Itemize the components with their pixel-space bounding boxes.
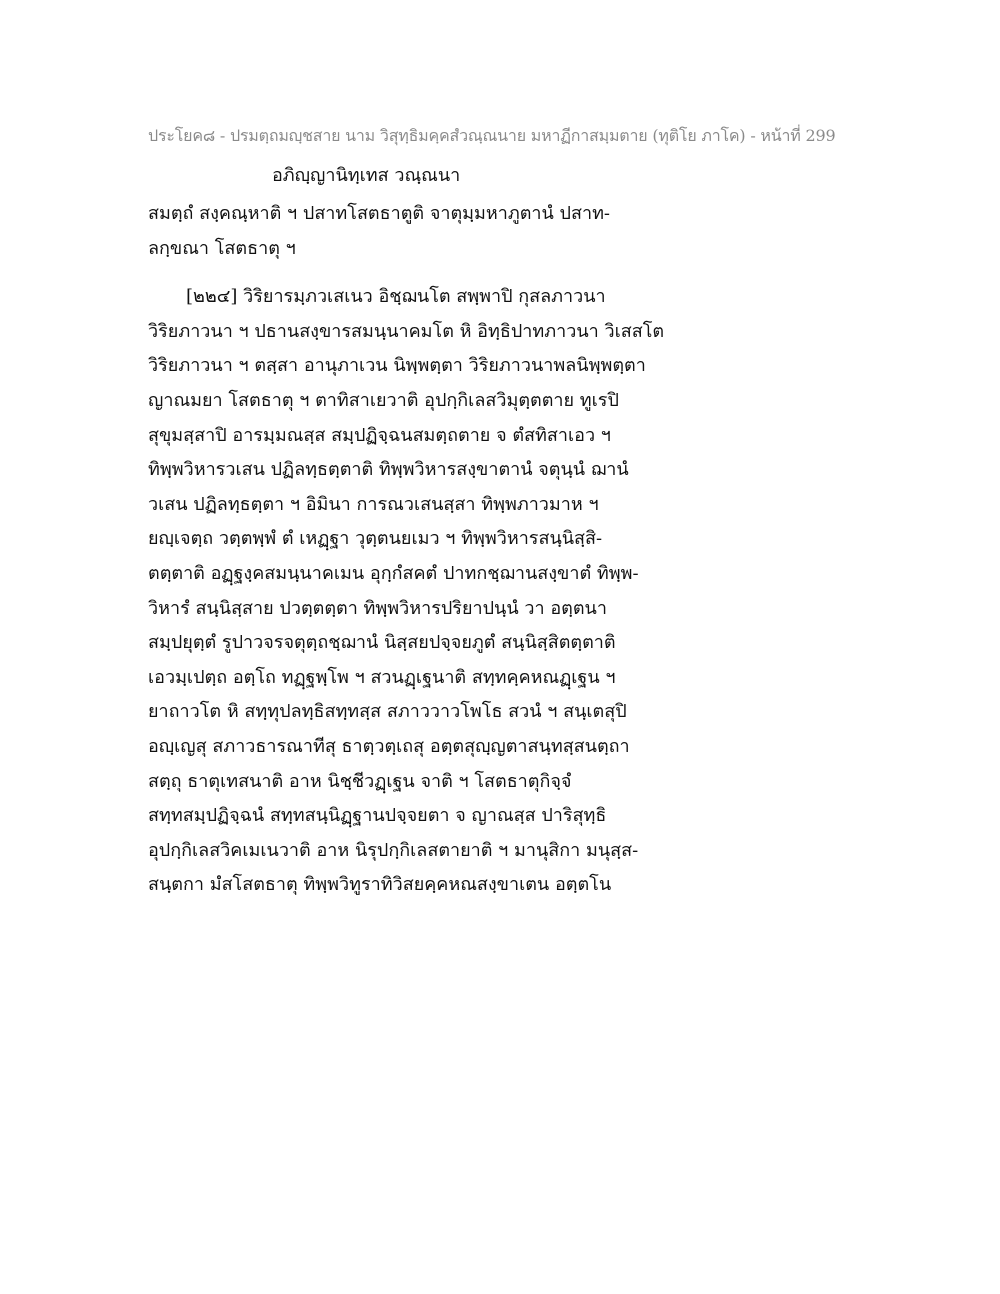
text-line: อญฺเญสุ สภาวธารณาทีสุ ธาตฺวตฺเถสุ อตฺตสุญฺญตาสนฺทสฺสนตฺถา [148,735,630,757]
text-line: ยญฺเจตฺถ วตฺตพฺพํ ตํ เหฏฺฐา วุตฺตนยเมว ฯ ทิพฺพวิหารสนฺนิสฺสิ- [148,528,603,550]
text-line: สทฺทสมฺปฏิจฺฉนํ สทฺทสนฺนิฏฺฐานปจฺจยตา จ ญาณสฺส ปาริสุทฺธิ [148,805,607,827]
text-line: สมตฺถํ สงฺคณฺหาติ ฯ ปสาทโสตธาตูติ จาตุมฺมหาภูตานํ ปสาท- [148,203,611,224]
text-line: วิริยภาวนา ฯ ตสฺสา อานุภาเวน นิพฺพตฺตา วิริยภาวนาพลนิพฺพตฺตา [148,355,646,377]
text-line: เอวมฺเปตฺถ อตฺโถ ทฏฺฐพฺโพ ฯ สวนฏฺเฐนาติ สทฺทคฺคหณฏฺเฐน ฯ [148,666,616,688]
body-text [148,197,868,903]
text-line: [๒๒๔] วิริยารมฺภวเสเนว อิชฺฌนโต สพฺพาปิ กุสลภาวนา [186,286,606,308]
text-line: ตตฺตาติ อฏฺฐงฺคสมนฺนาคเมน อุกฺกํสคตํ ปาทกชฺฌานสงฺขาตํ ทิพฺพ- [148,562,639,584]
running-header: ประโยค๘ - ปรมตฺถมญฺชสาย นาม วิสุทฺธิมคฺคสํวณฺณนาย มหาฏีกาสมฺมตาย (ทุติโย ภาโค) - หน้าที่ 299 [148,126,836,145]
text-line: วิริยภาวนา ฯ ปธานสงฺขารสมนฺนาคมโต หิ อิทฺธิปาทภาวนา วิเสสโต [148,320,665,342]
text-line: ทิพฺพวิหารวเสน ปฏิลทฺธตฺตาติ ทิพฺพวิหารสงฺขาตานํ จตุนฺนํ ฌานํ [148,459,629,481]
text-line: วเสน ปฏิลทฺธตฺตา ฯ อิมินา การณวเสนสฺสา ทิพฺพภาวมาห ฯ [148,493,599,515]
paragraph-2 [148,280,868,903]
text-line: อุปกฺกิเลสวิคเมเนวาติ อาห นิรุปกฺกิเลสตายาติ ฯ มานุสิกา มนุสฺส- [148,839,639,861]
text-line: สนฺตกา มํสโสตธาตุ ทิพฺพวิทูราทิวิสยคฺคหณสงฺขาเตน อตฺตโน [148,874,612,896]
paragraph-1 [148,197,868,266]
text-line: สุขุมสฺสาปิ อารมฺมณสฺส สมฺปฏิจฺฉนสมตฺถตาย จ ตํสทิสาเอว ฯ [148,424,611,446]
text-line: สตฺถุ ธาตุเทสนาติ อาห นิชฺชีวฏฺเฐน จาติ ฯ โสตธาตุกิจฺจํ [148,770,572,792]
text-line: สมฺปยุตฺตํ รูปาวจรจตุตฺถชฺฌานํ นิสฺสยปจฺจยภูตํ สนฺนิสฺสิตตฺตาติ [148,632,616,654]
text-line: ญาณมยา โสตธาตุ ฯ ตาทิสาเยวาติ อุปกฺกิเลสวิมุตฺตตาย ทูเรปิ [148,389,619,411]
text-line: ลกฺขณา โสตธาตุ ฯ [148,237,296,259]
text-line: ยาถาวโต หิ สทฺทุปลทฺธิสทฺทสฺส สภาววาวโพโธ สวนํ ฯ สนฺเตสุปิ [148,701,627,723]
text-line: วิหารํ สนฺนิสฺสาย ปวตฺตตฺตา ทิพฺพวิหารปริยาปนฺนํ วา อตฺตนา [148,597,607,619]
section-title: อภิญฺญานิทฺเทส วณฺณนา [272,165,461,186]
